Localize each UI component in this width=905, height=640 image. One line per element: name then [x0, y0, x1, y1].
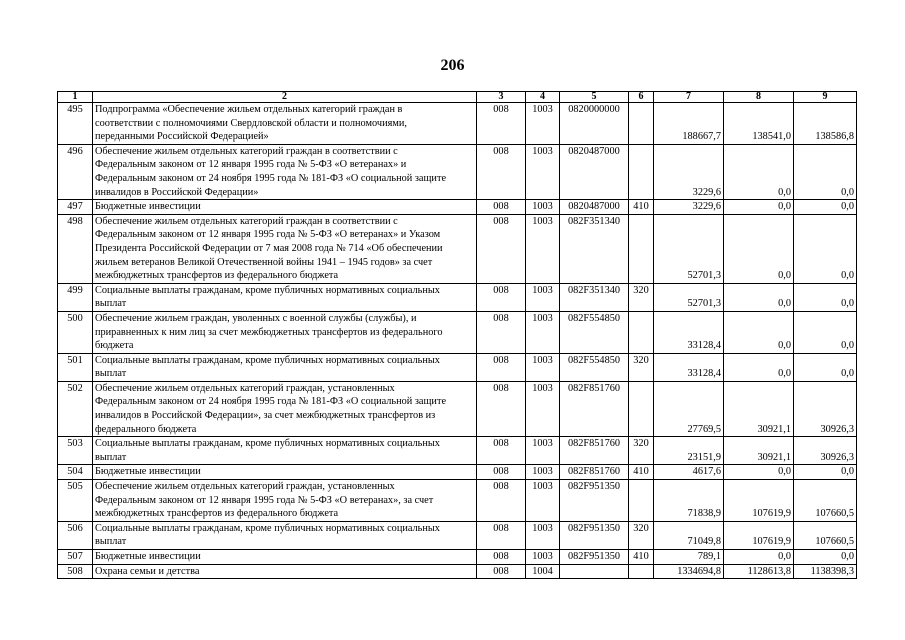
section-code-cell: 1003	[526, 465, 560, 480]
target-code-cell: 082F951350	[560, 521, 629, 549]
amount-year3-cell: 0,0	[794, 465, 857, 480]
table-row	[58, 144, 857, 199]
description-line: межбюджетных трансфертов из федерального бюджета	[95, 270, 339, 282]
description-line: бюджета	[95, 340, 134, 352]
section-code-cell: 1003	[526, 214, 560, 283]
amount-year2-cell: 0,0	[724, 144, 794, 199]
description-line: выплат	[95, 368, 127, 380]
expense-type-cell	[629, 214, 654, 283]
amount-year2-cell: 0,0	[724, 550, 794, 565]
description-line: соответствии с полномочиями Свердловской области и полномочиями,	[95, 117, 407, 129]
table-row	[58, 283, 857, 311]
description-line: Федеральным законом от 12 января 1995 года № 5-ФЗ «О ветеранах» и Указом	[95, 229, 441, 241]
description-line: инвалидов в Российской Федерации», за счет межбюджетных трансфертов из	[95, 410, 436, 422]
expense-type-cell: 320	[629, 353, 654, 381]
row-number-cell: 502	[58, 381, 93, 436]
description-line: Обеспечение жильем граждан, уволенных с военной службы (службы), и	[95, 312, 417, 324]
target-code-cell: 0820487000	[560, 144, 629, 199]
row-number-cell: 504	[58, 465, 93, 480]
section-code-cell: 1004	[526, 564, 560, 579]
amount-year1-cell: 1334694,8	[654, 564, 724, 579]
admin-code-cell: 008	[477, 214, 526, 283]
table-row	[58, 214, 857, 283]
admin-code-cell: 008	[477, 381, 526, 436]
table-row	[58, 311, 857, 353]
amount-year2-cell: 30921,1	[724, 381, 794, 436]
description-cell	[93, 465, 477, 480]
amount-year3-cell: 1138398,3	[794, 564, 857, 579]
column-header: 7	[654, 92, 724, 103]
table-row	[58, 564, 857, 579]
section-code-cell: 1003	[526, 353, 560, 381]
expense-type-cell	[629, 564, 654, 579]
description-line: жильем ветеранов Великой Отечественной войны 1941 – 1945 годов» за счет	[95, 256, 433, 268]
expense-type-cell: 410	[629, 550, 654, 565]
amount-year2-cell: 0,0	[724, 353, 794, 381]
amount-year2-cell: 0,0	[724, 311, 794, 353]
header-row	[58, 92, 857, 103]
admin-code-cell: 008	[477, 311, 526, 353]
amount-year1-cell: 3229,6	[654, 200, 724, 215]
amount-year1-cell: 3229,6	[654, 144, 724, 199]
row-number-cell: 497	[58, 200, 93, 215]
description-line: Социальные выплаты гражданам, кроме публичных нормативных социальных	[95, 438, 440, 450]
table-row	[58, 353, 857, 381]
amount-year3-cell: 107660,5	[794, 480, 857, 522]
target-code-cell: 082F351340	[560, 283, 629, 311]
amount-year1-cell: 27769,5	[654, 381, 724, 436]
admin-code-cell: 008	[477, 465, 526, 480]
description-line: Обеспечение жильем отдельных категорий граждан в соответствии с	[95, 215, 398, 227]
amount-year2-cell: 0,0	[724, 465, 794, 480]
amount-year3-cell: 0,0	[794, 214, 857, 283]
row-number-cell: 499	[58, 283, 93, 311]
admin-code-cell: 008	[477, 283, 526, 311]
row-number-cell: 500	[58, 311, 93, 353]
row-number-cell: 506	[58, 521, 93, 549]
row-number-cell: 501	[58, 353, 93, 381]
table-row	[58, 103, 857, 145]
description-line: Обеспечение жильем отдельных категорий граждан, установленных	[95, 481, 395, 493]
description-cell	[93, 311, 477, 353]
target-code-cell: 082F554850	[560, 311, 629, 353]
table-row	[58, 465, 857, 480]
description-cell	[93, 437, 477, 465]
page-number: 206	[440, 57, 465, 74]
table-row	[58, 521, 857, 549]
column-header: 9	[794, 92, 857, 103]
amount-year3-cell: 138586,8	[794, 103, 857, 145]
expense-type-cell: 320	[629, 283, 654, 311]
section-code-cell: 1003	[526, 550, 560, 565]
admin-code-cell: 008	[477, 521, 526, 549]
row-number-cell: 496	[58, 144, 93, 199]
description-cell	[93, 381, 477, 436]
row-number-cell: 508	[58, 564, 93, 579]
expense-type-cell	[629, 381, 654, 436]
description-line: Федеральным законом от 24 ноября 1995 года № 181-ФЗ «О социальной защите	[95, 396, 447, 408]
description-line: межбюджетных трансфертов из федерального бюджета	[95, 508, 339, 520]
section-code-cell: 1003	[526, 521, 560, 549]
expense-type-cell: 320	[629, 437, 654, 465]
row-number-cell: 503	[58, 437, 93, 465]
amount-year3-cell: 107660,5	[794, 521, 857, 549]
amount-year3-cell: 30926,3	[794, 437, 857, 465]
expense-type-cell: 320	[629, 521, 654, 549]
table-body	[58, 103, 857, 579]
amount-year1-cell: 4617,6	[654, 465, 724, 480]
description-line: Федеральным законом от 12 января 1995 года № 5-ФЗ «О ветеранах», за счет	[95, 494, 434, 506]
amount-year3-cell: 0,0	[794, 283, 857, 311]
description-cell	[93, 550, 477, 565]
amount-year3-cell: 0,0	[794, 353, 857, 381]
description-cell	[93, 521, 477, 549]
admin-code-cell: 008	[477, 200, 526, 215]
column-header: 4	[526, 92, 560, 103]
description-line: Обеспечение жильем отдельных категорий граждан в соответствии с	[95, 145, 398, 157]
column-header: 5	[560, 92, 629, 103]
amount-year3-cell: 0,0	[794, 311, 857, 353]
admin-code-cell: 008	[477, 564, 526, 579]
description-line: инвалидов в Российской Федерации»	[95, 186, 259, 198]
amount-year2-cell: 0,0	[724, 200, 794, 215]
column-header: 3	[477, 92, 526, 103]
section-code-cell: 1003	[526, 437, 560, 465]
amount-year1-cell: 71049,8	[654, 521, 724, 549]
table-row	[58, 200, 857, 215]
description-line: Подпрограмма «Обеспечение жильем отдельных категорий граждан в	[95, 104, 403, 115]
amount-year1-cell: 789,1	[654, 550, 724, 565]
amount-year2-cell: 0,0	[724, 283, 794, 311]
admin-code-cell: 008	[477, 353, 526, 381]
description-line: Социальные выплаты гражданам, кроме публичных нормативных социальных	[95, 284, 440, 296]
description-line: Президента Российской Федерации от 7 мая 2008 года № 714 «Об обеспечении	[95, 242, 443, 254]
description-cell	[93, 144, 477, 199]
expense-type-cell	[629, 311, 654, 353]
target-code-cell: 0820000000	[560, 103, 629, 145]
column-header: 6	[629, 92, 654, 103]
target-code-cell	[560, 564, 629, 579]
description-cell	[93, 200, 477, 215]
description-cell	[93, 103, 477, 145]
target-code-cell: 082F851760	[560, 437, 629, 465]
amount-year1-cell: 52701,3	[654, 214, 724, 283]
description-line: Охрана семьи и детства	[95, 565, 200, 577]
target-code-cell: 082F851760	[560, 381, 629, 436]
target-code-cell: 082F951350	[560, 550, 629, 565]
amount-year2-cell: 107619,9	[724, 480, 794, 522]
amount-year2-cell: 1128613,8	[724, 564, 794, 579]
amount-year3-cell: 0,0	[794, 550, 857, 565]
amount-year1-cell: 33128,4	[654, 353, 724, 381]
target-code-cell: 082F951350	[560, 480, 629, 522]
table-row	[58, 437, 857, 465]
description-cell	[93, 564, 477, 579]
amount-year2-cell: 138541,0	[724, 103, 794, 145]
section-code-cell: 1003	[526, 381, 560, 436]
table-row	[58, 381, 857, 436]
description-cell	[93, 214, 477, 283]
description-line: Обеспечение жильем отдельных категорий граждан, установленных	[95, 382, 395, 394]
description-line: Социальные выплаты гражданам, кроме публичных нормативных социальных	[95, 354, 440, 366]
row-number-cell: 498	[58, 214, 93, 283]
row-number-cell: 495	[58, 103, 93, 145]
description-line: приравненных к ним лиц за счет межбюджетных трансфертов из федерального	[95, 326, 443, 338]
description-line: переданными Российской Федерацией»	[95, 131, 269, 143]
amount-year1-cell: 71838,9	[654, 480, 724, 522]
description-line: выплат	[95, 451, 127, 463]
amount-year1-cell: 188667,7	[654, 103, 724, 145]
description-line: выплат	[95, 298, 127, 310]
description-line: выплат	[95, 536, 127, 548]
amount-year1-cell: 23151,9	[654, 437, 724, 465]
admin-code-cell: 008	[477, 550, 526, 565]
description-cell	[93, 353, 477, 381]
table-row	[58, 480, 857, 522]
amount-year3-cell: 30926,3	[794, 381, 857, 436]
amount-year3-cell: 0,0	[794, 144, 857, 199]
column-header: 2	[93, 92, 477, 103]
target-code-cell: 0820487000	[560, 200, 629, 215]
column-header: 8	[724, 92, 794, 103]
target-code-cell: 082F851760	[560, 465, 629, 480]
section-code-cell: 1003	[526, 144, 560, 199]
section-code-cell: 1003	[526, 103, 560, 145]
budget-table	[57, 91, 857, 579]
amount-year2-cell: 30921,1	[724, 437, 794, 465]
admin-code-cell: 008	[477, 103, 526, 145]
expense-type-cell	[629, 480, 654, 522]
description-cell	[93, 283, 477, 311]
description-line: Федеральным законом от 12 января 1995 года № 5-ФЗ «О ветеранах» и	[95, 159, 407, 171]
description-line: Федеральным законом от 24 ноября 1995 года № 181-ФЗ «О социальной защите	[95, 172, 447, 184]
column-header: 1	[58, 92, 93, 103]
row-number-cell: 507	[58, 550, 93, 565]
expense-type-cell	[629, 103, 654, 145]
amount-year2-cell: 107619,9	[724, 521, 794, 549]
description-line: федерального бюджета	[95, 423, 197, 435]
admin-code-cell: 008	[477, 437, 526, 465]
expense-type-cell: 410	[629, 465, 654, 480]
section-code-cell: 1003	[526, 480, 560, 522]
description-line: Бюджетные инвестиции	[95, 466, 201, 478]
description-cell	[93, 480, 477, 522]
section-code-cell: 1003	[526, 200, 560, 215]
expense-type-cell	[629, 144, 654, 199]
amount-year3-cell: 0,0	[794, 200, 857, 215]
amount-year1-cell: 52701,3	[654, 283, 724, 311]
table-row	[58, 550, 857, 565]
amount-year1-cell: 33128,4	[654, 311, 724, 353]
description-line: Бюджетные инвестиции	[95, 551, 201, 562]
description-line: Бюджетные инвестиции	[95, 201, 201, 213]
expense-type-cell: 410	[629, 200, 654, 215]
target-code-cell: 082F351340	[560, 214, 629, 283]
admin-code-cell: 008	[477, 144, 526, 199]
row-number-cell: 505	[58, 480, 93, 522]
target-code-cell: 082F554850	[560, 353, 629, 381]
description-line: Социальные выплаты гражданам, кроме публичных нормативных социальных	[95, 522, 440, 534]
section-code-cell: 1003	[526, 311, 560, 353]
admin-code-cell: 008	[477, 480, 526, 522]
section-code-cell: 1003	[526, 283, 560, 311]
amount-year2-cell: 0,0	[724, 214, 794, 283]
